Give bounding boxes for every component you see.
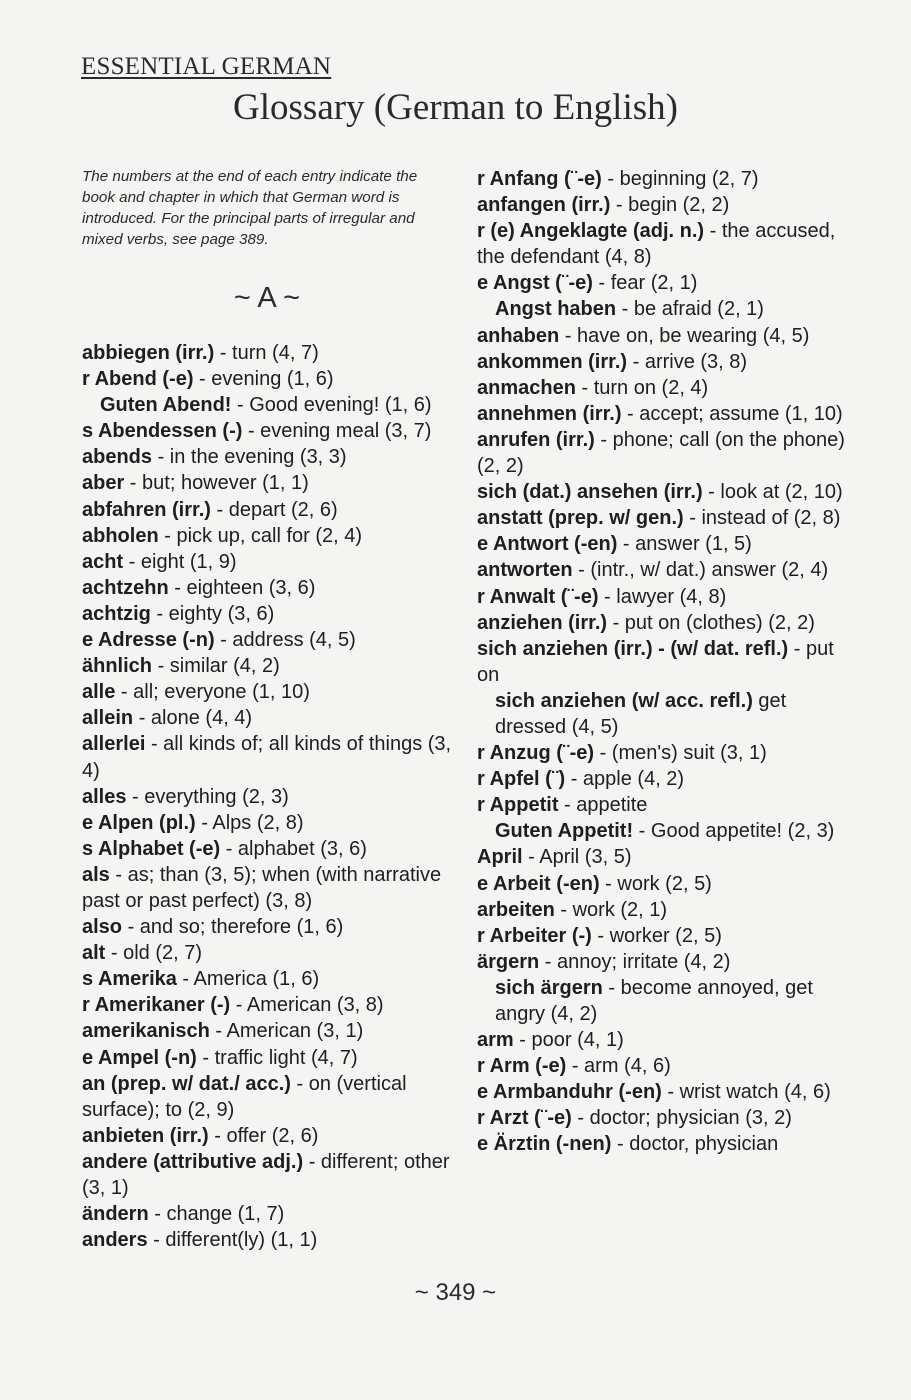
glossary-entry xyxy=(477,897,849,923)
glossary-definition: - phone; call (on the phone) (2, 2) xyxy=(477,428,845,478)
glossary-entry xyxy=(477,636,849,688)
glossary-definition: - Good appetite! (2, 3) xyxy=(633,820,835,843)
page-number: ~ 349 ~ xyxy=(414,1279,497,1306)
glossary-definition: - eighteen (3, 6) xyxy=(168,576,316,599)
glossary-entry xyxy=(477,923,849,949)
glossary-term: e Antwort (-en) xyxy=(477,533,618,556)
glossary-term: alles xyxy=(82,785,127,808)
glossary-entry xyxy=(82,1201,452,1227)
glossary-entry xyxy=(82,444,452,470)
glossary-definition: - arm (4, 6) xyxy=(566,1055,671,1078)
glossary-definition: - all kinds of; all kinds of things (3, 4) xyxy=(82,733,452,782)
glossary-term: achtzig xyxy=(82,602,151,625)
glossary-definition: - as; than (3, 5); when (with narrative past or past perfect) (3, 8) xyxy=(82,863,442,912)
glossary-term: also xyxy=(82,916,123,939)
glossary-entry xyxy=(477,949,849,975)
glossary-definition: - eighty (3, 6) xyxy=(150,602,275,625)
glossary-definition: - change (1, 7) xyxy=(148,1203,285,1226)
glossary-term: r Apfel (¨) xyxy=(477,768,566,791)
glossary-term: an (prep. w/ dat./ acc.) xyxy=(82,1072,291,1095)
glossary-term: r Appetit xyxy=(477,794,559,817)
glossary-definition: - work (2, 1) xyxy=(554,898,668,921)
glossary-entry xyxy=(477,192,849,218)
glossary-entry xyxy=(477,871,849,897)
glossary-entry xyxy=(477,1105,849,1131)
glossary-entry xyxy=(82,836,452,862)
glossary-definition: - fear (2, 1) xyxy=(592,272,698,295)
glossary-definition: - lawyer (4, 8) xyxy=(598,585,727,608)
glossary-term: anbieten (irr.) xyxy=(82,1124,209,1147)
glossary-definition: - eight (1, 9) xyxy=(123,550,237,573)
glossary-definition: - accept; assume (1, 10) xyxy=(621,402,843,425)
glossary-term: e Arbeit (-en) xyxy=(477,872,600,895)
glossary-entry xyxy=(477,975,849,1027)
glossary-definition: - in the evening (3, 3) xyxy=(152,446,347,469)
glossary-term: anziehen (irr.) xyxy=(477,611,608,634)
glossary-entry xyxy=(82,1227,452,1253)
glossary-definition: - be afraid (2, 1) xyxy=(616,298,764,321)
glossary-definition: - (men's) suit (3, 1) xyxy=(594,742,767,765)
glossary-entry xyxy=(477,1053,849,1079)
glossary-entry xyxy=(82,340,452,366)
glossary-entry xyxy=(82,1149,452,1201)
glossary-term: r Anfang (¨-e) xyxy=(477,168,602,190)
glossary-entry xyxy=(477,792,849,818)
letter-heading: ~ A ~ xyxy=(233,282,301,314)
glossary-term: r Amerikaner (-) xyxy=(82,994,231,1017)
glossary-definition: - American (3, 1) xyxy=(209,1020,364,1043)
glossary-term: r Abend (-e) xyxy=(82,368,194,391)
glossary-entry xyxy=(82,653,452,679)
glossary-definition: - but; however (1, 1) xyxy=(124,472,309,495)
glossary-definition: - worker (2, 5) xyxy=(591,924,722,947)
left-column xyxy=(82,166,452,1253)
glossary-term: achtzehn xyxy=(82,576,169,599)
glossary-term: abfahren (irr.) xyxy=(82,498,211,521)
glossary-term: anmachen xyxy=(477,376,576,399)
glossary-entry xyxy=(477,375,849,401)
glossary-definition: - begin (2, 2) xyxy=(610,194,730,217)
glossary-term: andere (attributive adj.) xyxy=(82,1150,304,1173)
glossary-definition: - different(ly) (1, 1) xyxy=(147,1229,318,1252)
glossary-entry xyxy=(82,940,452,966)
right-glossary-list xyxy=(477,166,849,1158)
glossary-entry xyxy=(82,627,452,653)
glossary-term: abholen xyxy=(82,524,159,547)
glossary-term: e Angst (¨-e) xyxy=(477,272,593,295)
glossary-definition: - put on (clothes) (2, 2) xyxy=(607,611,815,634)
glossary-definition: - (intr., w/ dat.) answer (2, 4) xyxy=(572,559,829,582)
glossary-definition: - doctor; physician (3, 2) xyxy=(571,1107,792,1130)
glossary-term: r Anzug (¨-e) xyxy=(477,742,595,765)
glossary-definition: - alphabet (3, 6) xyxy=(220,837,367,860)
glossary-term: aber xyxy=(82,472,125,495)
glossary-term: r (e) Angeklagte (adj. n.) xyxy=(477,220,705,243)
glossary-term: r Anwalt (¨-e) xyxy=(477,585,599,608)
glossary-entry xyxy=(477,1131,849,1157)
glossary-term: ähnlich xyxy=(82,655,153,678)
glossary-definition: - Good evening! (1, 6) xyxy=(231,394,432,417)
glossary-definition: - and so; therefore (1, 6) xyxy=(122,916,344,939)
glossary-definition: - arrive (3, 8) xyxy=(627,350,748,373)
glossary-term: arm xyxy=(477,1029,514,1052)
glossary-term: Angst haben xyxy=(495,298,617,321)
glossary-term: arbeiten xyxy=(477,898,555,921)
glossary-entry xyxy=(82,914,452,940)
glossary-definition: - turn on (2, 4) xyxy=(575,376,709,399)
glossary-term: alt xyxy=(82,942,106,965)
glossary-term: sich anziehen (irr.) - (w/ dat. refl.) xyxy=(477,637,789,660)
glossary-definition: - alone (4, 4) xyxy=(133,707,253,730)
glossary-entry xyxy=(82,497,452,523)
glossary-term: abends xyxy=(82,446,153,469)
glossary-term: antworten xyxy=(477,559,573,582)
glossary-definition: - have on, be wearing (4, 5) xyxy=(559,324,810,347)
glossary-term: allein xyxy=(82,707,134,730)
glossary-entry xyxy=(82,1071,452,1123)
glossary-definition: - annoy; irritate (4, 2) xyxy=(539,950,731,973)
glossary-term: abbiegen (irr.) xyxy=(82,342,215,364)
glossary-term: s Abendessen (-) xyxy=(82,420,243,443)
glossary-entry xyxy=(477,610,849,636)
glossary-term: annehmen (irr.) xyxy=(477,402,622,425)
glossary-term: e Armbanduhr (-en) xyxy=(477,1081,662,1104)
glossary-term: anfangen (irr.) xyxy=(477,194,611,217)
glossary-definition: - on (vertical surface); to (2, 9) xyxy=(82,1072,407,1121)
glossary-entry xyxy=(82,549,452,575)
page-title: Glossary (German to English) xyxy=(233,87,678,128)
glossary-definition: - answer (1, 5) xyxy=(617,533,752,556)
glossary-definition: - depart (2, 6) xyxy=(210,498,338,521)
glossary-definition: - Alps (2, 8) xyxy=(195,811,304,834)
glossary-definition: - wrist watch (4, 6) xyxy=(661,1081,831,1104)
glossary-entry xyxy=(82,418,452,444)
glossary-entry xyxy=(477,766,849,792)
glossary-entry xyxy=(477,818,849,844)
glossary-entry xyxy=(82,992,452,1018)
glossary-entry xyxy=(477,166,849,192)
glossary-entry xyxy=(82,1123,452,1149)
glossary-entry xyxy=(477,740,849,766)
glossary-entry xyxy=(82,679,452,705)
glossary-definition: - address (4, 5) xyxy=(214,629,356,652)
glossary-entry xyxy=(82,392,452,418)
glossary-term: allerlei xyxy=(82,733,146,756)
glossary-term: r Arzt (¨-e) xyxy=(477,1107,572,1130)
glossary-term: anhaben xyxy=(477,324,560,347)
glossary-term: ankommen (irr.) xyxy=(477,350,628,373)
glossary-definition: - American (3, 8) xyxy=(230,994,384,1017)
glossary-entry xyxy=(82,705,452,731)
glossary-term: sich ärgern xyxy=(495,976,603,999)
book-series-header: ESSENTIAL GERMAN xyxy=(81,53,332,80)
glossary-definition: - April (3, 5) xyxy=(522,846,632,869)
glossary-term: anrufen (irr.) xyxy=(477,428,595,451)
glossary-definition: - similar (4, 2) xyxy=(152,655,280,678)
glossary-entry xyxy=(82,784,452,810)
glossary-definition: - the accused, the defendant (4, 8) xyxy=(477,220,836,269)
glossary-term: r Arm (-e) xyxy=(477,1055,567,1078)
glossary-entry xyxy=(477,1079,849,1105)
glossary-term: ändern xyxy=(82,1203,149,1226)
glossary-term: Guten Appetit! xyxy=(495,820,634,843)
glossary-entry xyxy=(477,557,849,583)
glossary-term: sich (dat.) ansehen (irr.) xyxy=(477,481,703,504)
glossary-definition: - traffic light (4, 7) xyxy=(196,1046,358,1069)
glossary-definition: - everything (2, 3) xyxy=(126,785,289,808)
glossary-definition: - evening (1, 6) xyxy=(193,368,334,391)
glossary-term: als xyxy=(82,863,110,886)
glossary-definition: - appetite xyxy=(558,794,648,817)
glossary-definition: - offer (2, 6) xyxy=(208,1124,319,1147)
glossary-term: anders xyxy=(82,1229,148,1252)
glossary-entry xyxy=(82,862,452,914)
glossary-entry xyxy=(477,401,849,427)
glossary-term: e Adresse (-n) xyxy=(82,629,215,652)
glossary-term: r Arbeiter (-) xyxy=(477,924,592,947)
glossary-term: Guten Abend! xyxy=(100,394,232,417)
glossary-entry xyxy=(82,601,452,627)
glossary-entry xyxy=(477,505,849,531)
glossary-entry xyxy=(82,810,452,836)
glossary-entry xyxy=(477,218,849,270)
glossary-definition: - put on xyxy=(477,637,834,686)
glossary-definition: - turn (4, 7) xyxy=(214,342,319,364)
glossary-entry xyxy=(477,270,849,296)
glossary-entry xyxy=(82,523,452,549)
glossary-definition: - poor (4, 1) xyxy=(513,1029,624,1052)
glossary-term: s Amerika xyxy=(82,968,177,991)
glossary-term: anstatt (prep. w/ gen.) xyxy=(477,507,684,530)
glossary-term: amerikanisch xyxy=(82,1020,210,1043)
glossary-entry xyxy=(477,479,849,505)
glossary-entry xyxy=(477,688,849,740)
glossary-definition: get dressed (4, 5) xyxy=(495,689,787,738)
glossary-definition: - become annoyed, get angry (4, 2) xyxy=(495,976,813,1025)
glossary-term: e Alpen (pl.) xyxy=(82,811,196,834)
glossary-entry xyxy=(477,349,849,375)
glossary-definition: - evening meal (3, 7) xyxy=(242,420,432,443)
glossary-definition: - pick up, call for (2, 4) xyxy=(158,524,363,547)
glossary-term: e Ampel (-n) xyxy=(82,1046,197,1069)
glossary-term: s Alphabet (-e) xyxy=(82,837,221,860)
right-column xyxy=(477,166,849,1158)
glossary-entry xyxy=(477,296,849,322)
glossary-term: April xyxy=(477,846,523,869)
glossary-definition: - doctor, physician xyxy=(611,1133,779,1156)
glossary-term: acht xyxy=(82,550,124,573)
glossary-term: alle xyxy=(82,681,116,704)
glossary-term: e Ärztin (-nen) xyxy=(477,1133,612,1156)
glossary-definition: - work (2, 5) xyxy=(599,872,712,895)
glossary-term: ärgern xyxy=(477,950,540,973)
glossary-entry xyxy=(477,531,849,557)
glossary-entry xyxy=(477,323,849,349)
glossary-entry xyxy=(82,470,452,496)
glossary-entry xyxy=(82,366,452,392)
glossary-definition: - America (1, 6) xyxy=(176,968,320,991)
glossary-term: sich anziehen (w/ acc. refl.) xyxy=(495,689,753,712)
glossary-definition: - old (2, 7) xyxy=(105,942,203,965)
glossary-entry xyxy=(82,966,452,992)
glossary-definition: - instead of (2, 8) xyxy=(683,507,841,530)
glossary-entry xyxy=(82,731,452,783)
glossary-entry xyxy=(477,844,849,870)
glossary-entry xyxy=(477,584,849,610)
glossary-entry xyxy=(477,1027,849,1053)
glossary-entry xyxy=(82,575,452,601)
glossary-definition: - all; everyone (1, 10) xyxy=(115,681,310,704)
left-glossary-list xyxy=(82,340,452,1253)
glossary-definition: - beginning (2, 7) xyxy=(601,168,759,190)
glossary-definition: - apple (4, 2) xyxy=(565,768,685,791)
glossary-definition: - different; other (3, 1) xyxy=(82,1150,450,1199)
glossary-entry xyxy=(82,1018,452,1044)
intro-note: The numbers at the end of each entry indicate the book and chapter in which that German word is introduced. For the principal parts of irregular and mixed verbs, see page 389. xyxy=(82,168,418,248)
glossary-entry xyxy=(477,427,849,479)
glossary-definition: - look at (2, 10) xyxy=(702,481,843,504)
glossary-entry xyxy=(82,1045,452,1071)
